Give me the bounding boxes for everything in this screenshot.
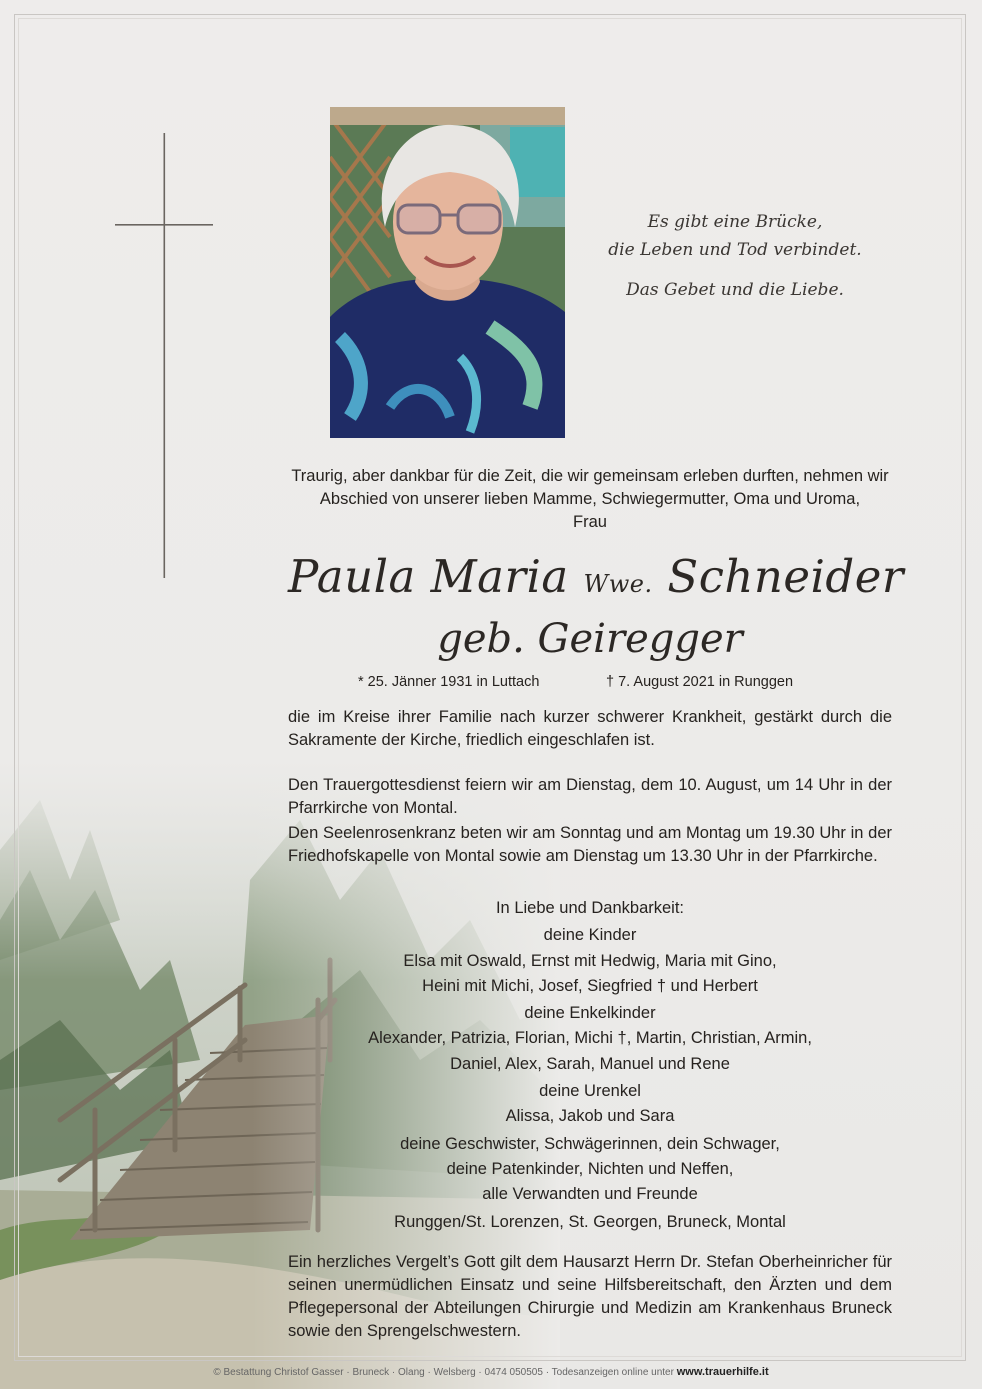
passing-text: die im Kreise ihrer Familie nach kurzer schwerer Krankheit, gestärkt durch die Sakramente der Kirche, friedlich eingeschlafen ist.: [288, 708, 892, 749]
portrait-photo: [330, 107, 565, 438]
widow-abbr: Wwe.: [583, 570, 653, 598]
quote-line: Das Gebet und die Liebe.: [626, 280, 844, 300]
quote: [585, 208, 885, 304]
relatives-line: deine Geschwister, Schwägerinnen, dein Schwager,: [400, 1134, 780, 1153]
children-line: Elsa mit Oswald, Ernst mit Hedwig, Maria mit Gino,: [403, 951, 777, 970]
thanks-text: Ein herzliches Vergelt’s Gott gilt dem Hausarzt Herrn Dr. Stefan Oberheinricher für seinen unermüdlichen Einsatz und seine Hilfsbereitschaft, den Ärzten und dem Pflegepersonal der Abteilungen Chirurgie und Medizin am Krankenhaus Bruneck sowie den Sprengelschwestern.: [288, 1253, 892, 1340]
places-line: Runggen/St. Lorenzen, St. Georgen, Bruneck, Montal: [394, 1212, 786, 1231]
salutation: Frau: [573, 513, 607, 531]
funeral-text: Den Trauergottesdienst feiern wir am Dienstag, dem 10. August, um 14 Uhr in der Pfarrkirche von Montal.: [288, 776, 892, 817]
quote-line: die Leben und Tod verbindet.: [608, 240, 862, 260]
quote-line: Es gibt eine Brücke,: [647, 212, 823, 232]
death-date: † 7. August 2021 in Runggen: [606, 674, 794, 690]
grandchildren-line: Alexander, Patrizia, Florian, Michi †, Martin, Christian, Armin,: [368, 1029, 812, 1048]
footer: [0, 1366, 982, 1378]
surname: Schneider: [667, 550, 904, 603]
rosary-text: Den Seelenrosenkranz beten wir am Sonntag und am Montag um 19.30 Uhr in der Friedhofskapelle von Montal sowie am Dienstag um 13.30 Uhr in der Pfarrkirche.: [288, 824, 892, 865]
first-names: Paula Maria: [288, 550, 569, 603]
relatives-line: alle Verwandten und Freunde: [482, 1185, 698, 1204]
grandchildren-label: deine Enkelkinder: [524, 1004, 656, 1023]
relatives-line: deine Patenkinder, Nichten und Neffen,: [446, 1159, 734, 1178]
cross-icon: [115, 133, 215, 583]
intro-text: Traurig, aber dankbar für die Zeit, die wir gemeinsam erleben durften, nehmen wir Abschied von unserer lieben Mamme, Schwiegermutter, Oma und Uroma,: [291, 467, 889, 508]
grandchildren-line: Daniel, Alex, Sarah, Manuel und Rene: [450, 1054, 730, 1073]
children-label: deine Kinder: [543, 926, 637, 945]
birth-date: * 25. Jänner 1931 in Luttach: [358, 674, 540, 690]
great-grandchildren-line: Alissa, Jakob und Sara: [505, 1107, 675, 1126]
great-grandchildren-label: deine Urenkel: [539, 1082, 641, 1101]
family-heading: In Liebe und Dankbarkeit:: [495, 899, 685, 917]
birth-name: geb. Geiregger: [437, 616, 743, 662]
children-line: Heini mit Michi, Josef, Siegfried † und Herbert: [422, 976, 758, 995]
footer-link[interactable]: www.trauerhilfe.it: [676, 1366, 769, 1378]
intro: [288, 465, 892, 534]
family-list: [288, 896, 892, 1235]
deceased-name: [288, 548, 904, 613]
footer-text: © Bestattung Christof Gasser · Bruneck · Olang · Welsberg · 0474 050505 · Todesanzeigen online unter: [213, 1367, 674, 1378]
